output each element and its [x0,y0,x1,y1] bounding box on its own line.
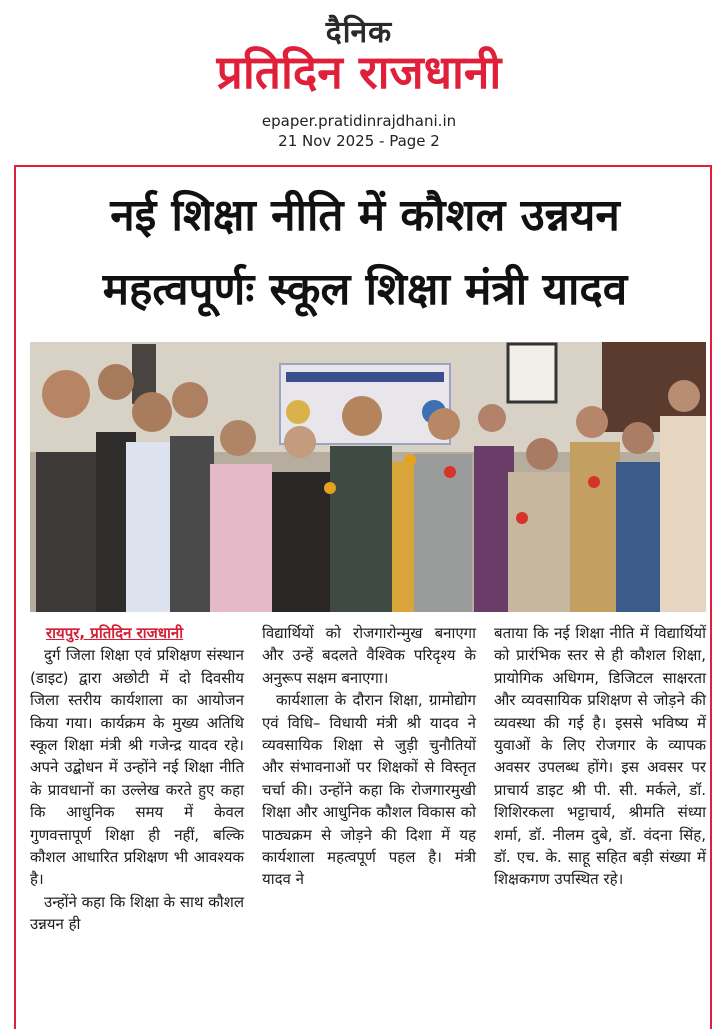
headline-line-1: नई शिक्षा नीति में कौशल उन्नयन [110,190,620,241]
article-column-2 [262,622,476,891]
col2-paragraph-2: कार्यशाला के दौरान शिक्षा, ग्रामोद्योग एवं विधि– विधायी मंत्री श्री यादव ने व्यवसायिक शिक्षा से जुड़ी चुनौतियों और संभावनाओं पर शिक्षकों से विस्तृत चर्चा की। उन्होंने कहा कि रोजगारमुखी शिक्षा और आधुनिक कौशल विकास को पाठ्यक्रम से जोड़ने की दिशा में यह कार्यशाला महत्वपूर्ण पहल है। मंत्री यादव ने [262,691,476,889]
epaper-url[interactable]: epaper.pratidinrajdhani.in [261,112,457,130]
col1-paragraph-1: दुर्ग जिला शिक्षा एवं प्रशिक्षण संस्थान (डाइट) द्वारा अछोटी में दो दिवसीय जिला स्तरीय कार्यशाला का आयोजन किया गया। कार्यक्रम के मुख्य अतिथि स्कूल शिक्षा मंत्री श्री गजेन्द्र यादव रहे। अपने उद्बोधन में उन्होंने नई शिक्षा नीति के प्रावधानों का उल्लेख करते हुए कहा कि आधुनिक समय में केवल गुणवत्तापूर्ण शिक्षा ही नहीं, बल्कि कौशल आधारित प्रशिक्षण भी आवश्यक है। [30,646,244,889]
col3-paragraph-1: बताया कि नई शिक्षा नीति में विद्यार्थियों को प्रारंभिक स्तर से ही कौशल शिक्षा, प्रायोगिक अधिगम, डिजिटल साक्षरता और व्यवसायिक प्रशिक्षण से जोड़ने की व्यवस्था की गई है। इससे भविष्य में युवाओं के लिए रोजगार के व्यापक अवसर उपलब्ध होंगे। इस अवसर पर प्राचार्य डाइट श्री पी. सी. मर्कले, डॉ. शिशिरकला भट्टाचार्य, श्रीमति संध्या शर्मा, डॉ. नीलम दुबे, डॉ. वंदना सिंह, डॉ. एच. के. साहू सहित बड़ी संख्या में शिक्षकगण उपस्थित रहे। [494,624,706,889]
masthead [0,0,718,165]
article-column-1 [30,622,244,936]
headline-line-2: महत्वपूर्णः स्कूल शिक्षा मंत्री यादव [102,264,628,315]
edition-date: 21 Nov 2025 - Page 2 [278,132,440,150]
col1-paragraph-2: उन्होंने कहा कि शिक्षा के साथ कौशल उन्नयन ही [30,892,244,934]
dateline: रायपुर, प्रतिदिन राजधानी [46,624,184,642]
brand-logo: प्रतिदिन राजधानी [216,45,502,99]
news-photo [30,342,706,612]
brand-top: दैनिक [325,15,393,50]
col2-paragraph-1: विद्यार्थियों को रोजगारोन्मुख बनाएगा और उन्हें बदलते वैश्विक परिदृश्य के अनुरूप सक्षम बनाएगा। [262,624,476,687]
article-column-3 [494,622,706,891]
group-photo-illustration [30,342,706,612]
